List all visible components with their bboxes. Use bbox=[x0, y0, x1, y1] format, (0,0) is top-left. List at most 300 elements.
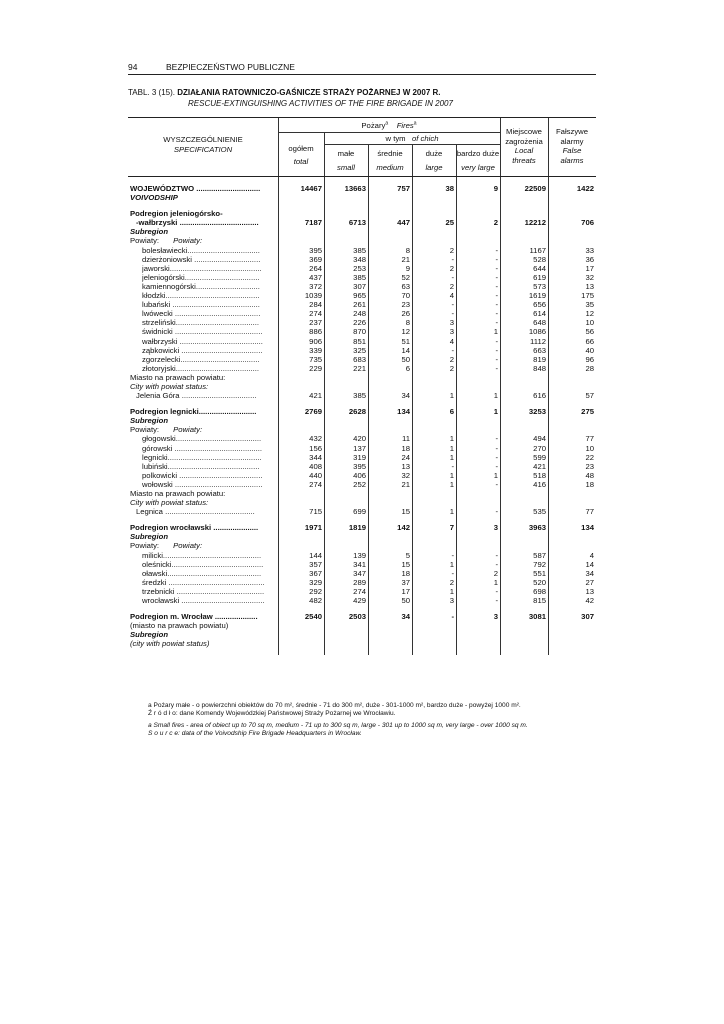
table-cell: - bbox=[451, 612, 454, 622]
table-row bbox=[128, 480, 596, 489]
row-label: jeleniogórski................................... bbox=[142, 272, 260, 282]
table-cell: 1 bbox=[449, 391, 454, 401]
table-cell: 175 bbox=[581, 291, 594, 301]
table-cell: 644 bbox=[533, 263, 546, 273]
table-cell: 395 bbox=[309, 245, 322, 255]
table-row bbox=[128, 273, 596, 282]
table-cell: 348 bbox=[353, 254, 366, 264]
row-label: Subregion bbox=[130, 532, 169, 542]
row-label: Podregion legnicki........................... bbox=[130, 407, 257, 417]
table-cell: 421 bbox=[533, 461, 546, 471]
table-cell: 619 bbox=[533, 272, 546, 282]
row-label: WOJEWÓDZTWO .............................. bbox=[130, 184, 261, 193]
table-cell: 2 bbox=[449, 577, 454, 587]
table-cell: - bbox=[495, 452, 498, 462]
table-cell: 18 bbox=[401, 443, 410, 453]
table-cell: - bbox=[451, 254, 454, 264]
table-cell: 12212 bbox=[524, 218, 546, 228]
table-cell: 10 bbox=[585, 318, 594, 328]
table-cell: 56 bbox=[585, 327, 594, 337]
row-label: lubański ......................................... bbox=[142, 300, 260, 310]
table-cell: 6 bbox=[405, 363, 410, 373]
table-cell: 275 bbox=[581, 407, 594, 417]
table-cell: - bbox=[451, 345, 454, 355]
row-spacer bbox=[128, 605, 596, 612]
row-label: wołowski ......................................... bbox=[142, 479, 263, 489]
table-cell: - bbox=[495, 291, 498, 301]
row-spacer bbox=[128, 400, 596, 407]
table-cell: 27 bbox=[585, 577, 594, 587]
table-cell: 1 bbox=[449, 443, 454, 453]
table-cell: 66 bbox=[585, 336, 594, 346]
table-row bbox=[128, 209, 596, 218]
table-row bbox=[128, 346, 596, 355]
table-cell: - bbox=[495, 354, 498, 364]
table-cell: 3 bbox=[449, 318, 454, 328]
false-header-en-2: alarms bbox=[560, 155, 584, 165]
table-cell: 9 bbox=[493, 184, 498, 193]
table-row bbox=[128, 291, 596, 300]
table-cell: 2540 bbox=[304, 612, 322, 622]
table-cell: 50 bbox=[401, 354, 410, 364]
table-cell: 307 bbox=[581, 612, 594, 622]
table-cell: - bbox=[495, 300, 498, 310]
fires-header bbox=[278, 121, 500, 131]
table-row bbox=[128, 551, 596, 560]
table-cell: - bbox=[495, 345, 498, 355]
table-cell: 735 bbox=[309, 354, 322, 364]
table-cell: 319 bbox=[353, 452, 366, 462]
table-cell: 1 bbox=[449, 586, 454, 596]
table-cell: 4 bbox=[449, 336, 454, 346]
page-number: 94 bbox=[128, 62, 138, 72]
table-cell: 18 bbox=[401, 568, 410, 578]
table-row bbox=[128, 264, 596, 273]
source-pl: Ź r ó d ł o: dane Komendy Wojewódzkiej Państwowej Straży Pożarnej we Wrocławiu. bbox=[148, 710, 396, 718]
false-alarms-header bbox=[548, 127, 596, 165]
table-row bbox=[128, 425, 596, 434]
table-cell: 715 bbox=[309, 507, 322, 517]
table-cell: 142 bbox=[397, 523, 410, 533]
table-cell: 32 bbox=[585, 272, 594, 282]
table-cell: 13 bbox=[401, 461, 410, 471]
table-cell: - bbox=[495, 363, 498, 373]
table-cell: 1619 bbox=[528, 291, 546, 301]
table-row bbox=[128, 327, 596, 336]
table-cell: 1 bbox=[449, 434, 454, 444]
local-header-pl-2: zagrożenia bbox=[505, 136, 543, 146]
of-which-header bbox=[324, 134, 500, 144]
table-cell: 421 bbox=[309, 391, 322, 401]
table-cell: - bbox=[495, 507, 498, 517]
table-cell: 134 bbox=[581, 523, 594, 533]
table-row bbox=[128, 532, 596, 541]
table-cell: 34 bbox=[401, 391, 410, 401]
table-cell: 8 bbox=[405, 245, 410, 255]
table-row bbox=[128, 246, 596, 255]
table-cell: 420 bbox=[353, 434, 366, 444]
table-cell: 3081 bbox=[528, 612, 546, 622]
row-label: Subregion bbox=[130, 416, 169, 426]
table-cell: 1 bbox=[449, 559, 454, 569]
table-cell: 144 bbox=[309, 550, 322, 560]
table-cell: 1 bbox=[449, 470, 454, 480]
table-cell: 437 bbox=[309, 272, 322, 282]
table-cell: 32 bbox=[401, 470, 410, 480]
row-label: City with powiat status: bbox=[130, 498, 209, 508]
table-cell: 307 bbox=[353, 281, 366, 291]
footnotes bbox=[148, 702, 598, 739]
table-cell: 70 bbox=[401, 291, 410, 301]
table-cell: 1 bbox=[493, 470, 498, 480]
table-cell: 6713 bbox=[348, 218, 366, 228]
table-cell: - bbox=[495, 281, 498, 291]
table-cell: 226 bbox=[353, 318, 366, 328]
row-label: Powiaty: Powiaty: bbox=[130, 236, 203, 246]
false-header-pl-1: Fałszywe bbox=[555, 127, 589, 136]
table-cell: 432 bbox=[309, 434, 322, 444]
row-label: kamiennogórski.............................. bbox=[142, 281, 260, 291]
table-cell: 870 bbox=[353, 327, 366, 337]
table-cell: 1 bbox=[493, 407, 498, 417]
table-cell: - bbox=[495, 245, 498, 255]
table-cell: 23 bbox=[585, 461, 594, 471]
row-label: średzki ............................................. bbox=[142, 577, 265, 587]
table-cell: 284 bbox=[309, 300, 322, 310]
row-label: legnicki............................................ bbox=[142, 452, 262, 462]
table-cell: 2 bbox=[449, 281, 454, 291]
row-label: trzebnicki ......................................... bbox=[142, 586, 265, 596]
table-row bbox=[128, 523, 596, 532]
table-cell: 367 bbox=[309, 568, 322, 578]
row-label: (city with powiat status) bbox=[130, 639, 210, 649]
row-spacer bbox=[128, 516, 596, 523]
local-header-en-1: Local bbox=[514, 146, 534, 155]
table-cell: 551 bbox=[533, 568, 546, 578]
table-row bbox=[128, 541, 596, 550]
table-cell: 1422 bbox=[576, 184, 594, 193]
row-label: Subregion bbox=[130, 227, 169, 237]
table-cell: 5 bbox=[405, 550, 410, 560]
fires-sup-pl: a bbox=[385, 120, 389, 127]
table-cell: 325 bbox=[353, 345, 366, 355]
table-cell: 17 bbox=[401, 586, 410, 596]
page-header bbox=[128, 62, 596, 75]
table-row bbox=[128, 227, 596, 236]
row-label: strzeliński....................................... bbox=[142, 318, 260, 328]
table-cell: 815 bbox=[533, 596, 546, 606]
table-cell: 274 bbox=[353, 586, 366, 596]
table-cell: 416 bbox=[533, 479, 546, 489]
medium-header bbox=[368, 149, 412, 172]
table-cell: 1039 bbox=[304, 291, 322, 301]
row-label: kłodzki............................................ bbox=[142, 291, 260, 301]
small-header-en: small bbox=[337, 162, 355, 172]
table-cell: - bbox=[451, 568, 454, 578]
row-label: VOIVODSHIP bbox=[130, 193, 178, 203]
table-row bbox=[128, 434, 596, 443]
table-cell: 528 bbox=[533, 254, 546, 264]
table-cell: 447 bbox=[397, 218, 410, 228]
table-cell: 699 bbox=[353, 507, 366, 517]
table-cell: 1 bbox=[493, 577, 498, 587]
table-cell: 2769 bbox=[304, 407, 322, 417]
table-cell: 252 bbox=[353, 479, 366, 489]
table-cell: 440 bbox=[309, 470, 322, 480]
table-cell: 137 bbox=[353, 443, 366, 453]
large-header bbox=[412, 149, 456, 172]
row-label: złotoryjski....................................... bbox=[142, 363, 260, 373]
row-label: wałbrzyski ....................................... bbox=[142, 336, 263, 346]
large-header-pl: duże bbox=[425, 149, 443, 158]
table-cell: 15 bbox=[401, 507, 410, 517]
table-cell: 369 bbox=[309, 254, 322, 264]
table-cell: 656 bbox=[533, 300, 546, 310]
table-title bbox=[128, 88, 596, 109]
row-label: milicki.............................................. bbox=[142, 550, 262, 560]
table-cell: 22 bbox=[585, 452, 594, 462]
very-large-header bbox=[456, 149, 500, 172]
table-cell: 1 bbox=[493, 391, 498, 401]
of-which-pl: w tym bbox=[385, 134, 406, 143]
table-row bbox=[128, 300, 596, 309]
row-label: lwówecki ........................................ bbox=[142, 309, 261, 319]
table-cell: 35 bbox=[585, 300, 594, 310]
table-cell: 17 bbox=[585, 263, 594, 273]
row-label: zgorzelecki..................................... bbox=[142, 354, 260, 364]
row-label: lubiński........................................... bbox=[142, 461, 260, 471]
row-label: Powiaty: Powiaty: bbox=[130, 425, 203, 435]
table-cell: 57 bbox=[585, 391, 594, 401]
table-cell: 38 bbox=[445, 184, 454, 193]
table-cell: - bbox=[495, 318, 498, 328]
table-row bbox=[128, 578, 596, 587]
table-cell: 33 bbox=[585, 245, 594, 255]
table-row bbox=[128, 364, 596, 373]
large-header-en: large bbox=[425, 162, 443, 172]
source-en: S o u r c e: data of the Voivodship Fire Brigade Headquarters in Wrocław. bbox=[148, 730, 362, 738]
row-label: wrocławski ....................................... bbox=[142, 596, 265, 606]
table-cell: 1 bbox=[449, 507, 454, 517]
table-header bbox=[128, 117, 596, 177]
table-cell: 261 bbox=[353, 300, 366, 310]
table-cell: 22509 bbox=[524, 184, 546, 193]
table-cell: 24 bbox=[401, 452, 410, 462]
table-cell: 965 bbox=[353, 291, 366, 301]
table-cell: 3 bbox=[449, 327, 454, 337]
table-number: TABL. 3 (15). bbox=[128, 88, 175, 97]
local-header-pl-1: Miejscowe bbox=[506, 127, 542, 136]
table-cell: 8 bbox=[405, 318, 410, 328]
table-row bbox=[128, 355, 596, 364]
row-label: jaworski........................................... bbox=[142, 263, 262, 273]
table-cell: 289 bbox=[353, 577, 366, 587]
total-header-pl: ogółem bbox=[288, 144, 314, 153]
table-cell: 357 bbox=[309, 559, 322, 569]
table-cell: 2 bbox=[449, 354, 454, 364]
table-cell: 395 bbox=[353, 461, 366, 471]
table-cell: 77 bbox=[585, 434, 594, 444]
table-cell: 1167 bbox=[529, 245, 546, 255]
table-cell: 819 bbox=[533, 354, 546, 364]
table-row bbox=[128, 462, 596, 471]
table-cell: 11 bbox=[402, 434, 410, 444]
row-label: Powiaty: Powiaty: bbox=[130, 541, 203, 551]
table-cell: - bbox=[451, 272, 454, 282]
table-row bbox=[128, 282, 596, 291]
table-cell: 329 bbox=[309, 577, 322, 587]
table-row bbox=[128, 184, 596, 193]
table-cell: 7187 bbox=[304, 218, 322, 228]
table-cell: - bbox=[495, 559, 498, 569]
table-cell: 1112 bbox=[530, 336, 546, 346]
table-cell: 3963 bbox=[528, 523, 546, 533]
data-table bbox=[128, 117, 596, 655]
table-cell: 50 bbox=[401, 596, 410, 606]
table-title-pl: DZIAŁANIA RATOWNICZO-GAŚNICZE STRAŻY POŻARNEJ W 2007 R. bbox=[177, 88, 441, 97]
table-cell: - bbox=[451, 461, 454, 471]
table-cell: 698 bbox=[533, 586, 546, 596]
table-cell: 14 bbox=[401, 345, 410, 355]
row-label: oleśnicki........................................... bbox=[142, 559, 264, 569]
table-cell: 13 bbox=[585, 586, 594, 596]
table-cell: 339 bbox=[309, 345, 322, 355]
table-cell: - bbox=[495, 336, 498, 346]
table-cell: 344 bbox=[309, 452, 322, 462]
table-cell: - bbox=[495, 263, 498, 273]
table-cell: 706 bbox=[581, 218, 594, 228]
footnote-a-pl: a Pożary małe - o powierzchni obiektów do 70 m², średnie - 71 do 300 m², duże - 301-1000 m², bardzo duże - powyżej 1000 m². bbox=[148, 702, 521, 709]
row-label: polkowicki ....................................... bbox=[142, 470, 263, 480]
table-cell: - bbox=[495, 443, 498, 453]
table-row bbox=[128, 444, 596, 453]
table-title-en: RESCUE-EXTINGUISHING ACTIVITIES OF THE FIRE BRIGADE IN 2007 bbox=[188, 98, 453, 108]
table-row bbox=[128, 621, 596, 630]
table-row bbox=[128, 569, 596, 578]
table-row bbox=[128, 507, 596, 516]
row-label: Legnica .......................................... bbox=[136, 507, 255, 517]
table-row bbox=[128, 382, 596, 391]
row-label: górowski ......................................... bbox=[142, 443, 263, 453]
table-cell: 520 bbox=[533, 577, 546, 587]
table-cell: 7 bbox=[449, 523, 454, 533]
section-title: BEZPIECZEŃSTWO PUBLICZNE bbox=[166, 62, 295, 72]
table-cell: 52 bbox=[401, 272, 410, 282]
of-which-en: of chich bbox=[412, 134, 439, 143]
table-cell: 2503 bbox=[348, 612, 366, 622]
table-cell: - bbox=[451, 550, 454, 560]
table-cell: 237 bbox=[309, 318, 322, 328]
table-cell: 25 bbox=[445, 218, 454, 228]
table-cell: 37 bbox=[401, 577, 410, 587]
table-cell: 614 bbox=[533, 309, 546, 319]
row-label: Subregion bbox=[130, 630, 169, 640]
fires-header-en: Fires bbox=[396, 121, 414, 130]
table-row bbox=[128, 255, 596, 264]
small-header bbox=[324, 149, 368, 172]
table-cell: 2628 bbox=[348, 407, 366, 417]
table-cell: - bbox=[495, 461, 498, 471]
table-cell: 40 bbox=[585, 345, 594, 355]
table-cell: 18 bbox=[585, 479, 594, 489]
table-cell: - bbox=[495, 550, 498, 560]
spec-header-pl: WYSZCZEGÓLNIENIE bbox=[163, 135, 243, 144]
table-cell: 139 bbox=[353, 550, 366, 560]
fires-header-pl: Pożary bbox=[361, 121, 386, 130]
row-label: Jelenia Góra ................................... bbox=[136, 391, 257, 401]
table-row bbox=[128, 337, 596, 346]
table-cell: 1971 bbox=[304, 523, 322, 533]
table-cell: 134 bbox=[397, 407, 410, 417]
table-cell: 1819 bbox=[348, 523, 366, 533]
row-label: -wałbrzyski ..................................... bbox=[136, 218, 259, 228]
table-cell: 21 bbox=[401, 254, 410, 264]
table-cell: 663 bbox=[533, 345, 546, 355]
table-cell: 1 bbox=[493, 327, 498, 337]
table-cell: - bbox=[451, 309, 454, 319]
row-label: ząbkowicki ...................................... bbox=[142, 345, 263, 355]
fires-sup-en: a bbox=[413, 120, 417, 127]
very-large-header-en: very large bbox=[461, 162, 495, 172]
table-cell: 648 bbox=[533, 318, 546, 328]
table-row bbox=[128, 218, 596, 227]
row-label: głogowski........................................ bbox=[142, 434, 262, 444]
table-cell: 341 bbox=[353, 559, 366, 569]
table-cell: 77 bbox=[585, 507, 594, 517]
table-cell: 28 bbox=[585, 363, 594, 373]
table-cell: 385 bbox=[353, 272, 366, 282]
table-cell: 906 bbox=[309, 336, 322, 346]
local-threats-header bbox=[500, 127, 548, 165]
table-cell: 2 bbox=[449, 363, 454, 373]
table-cell: 616 bbox=[533, 391, 546, 401]
table-cell: 26 bbox=[401, 309, 410, 319]
table-cell: 385 bbox=[353, 245, 366, 255]
table-cell: 270 bbox=[533, 443, 546, 453]
table-cell: 229 bbox=[309, 363, 322, 373]
table-cell: - bbox=[495, 254, 498, 264]
row-label: świdnicki ......................................... bbox=[142, 327, 263, 337]
total-header-en: total bbox=[293, 156, 309, 166]
table-cell: 408 bbox=[309, 461, 322, 471]
table-cell: 156 bbox=[309, 443, 322, 453]
total-header bbox=[278, 144, 324, 166]
table-cell: 482 bbox=[309, 596, 322, 606]
local-header-en-2: threats bbox=[512, 155, 536, 165]
table-cell: 42 bbox=[585, 596, 594, 606]
table-cell: 274 bbox=[309, 309, 322, 319]
table-cell: 535 bbox=[533, 507, 546, 517]
table-cell: 253 bbox=[353, 263, 366, 273]
medium-header-en: medium bbox=[376, 162, 404, 172]
spec-header-en: SPECIFICATION bbox=[173, 144, 233, 154]
table-cell: 15 bbox=[401, 559, 410, 569]
spec-header bbox=[128, 135, 278, 154]
table-cell: 2 bbox=[449, 263, 454, 273]
row-label: Podregion jeleniogórsko- bbox=[130, 209, 223, 219]
table-cell: 63 bbox=[401, 281, 410, 291]
table-cell: 23 bbox=[401, 300, 410, 310]
table-cell: 1 bbox=[449, 452, 454, 462]
table-row bbox=[128, 236, 596, 245]
table-cell: 14467 bbox=[300, 184, 322, 193]
table-row bbox=[128, 453, 596, 462]
row-label: Podregion m. Wrocław .................... bbox=[130, 612, 258, 622]
table-cell: 1086 bbox=[528, 327, 546, 337]
table-cell: 34 bbox=[401, 612, 410, 622]
row-label: Miasto na prawach powiatu: bbox=[130, 489, 226, 498]
very-large-header-pl: bardzo duże bbox=[456, 149, 500, 158]
